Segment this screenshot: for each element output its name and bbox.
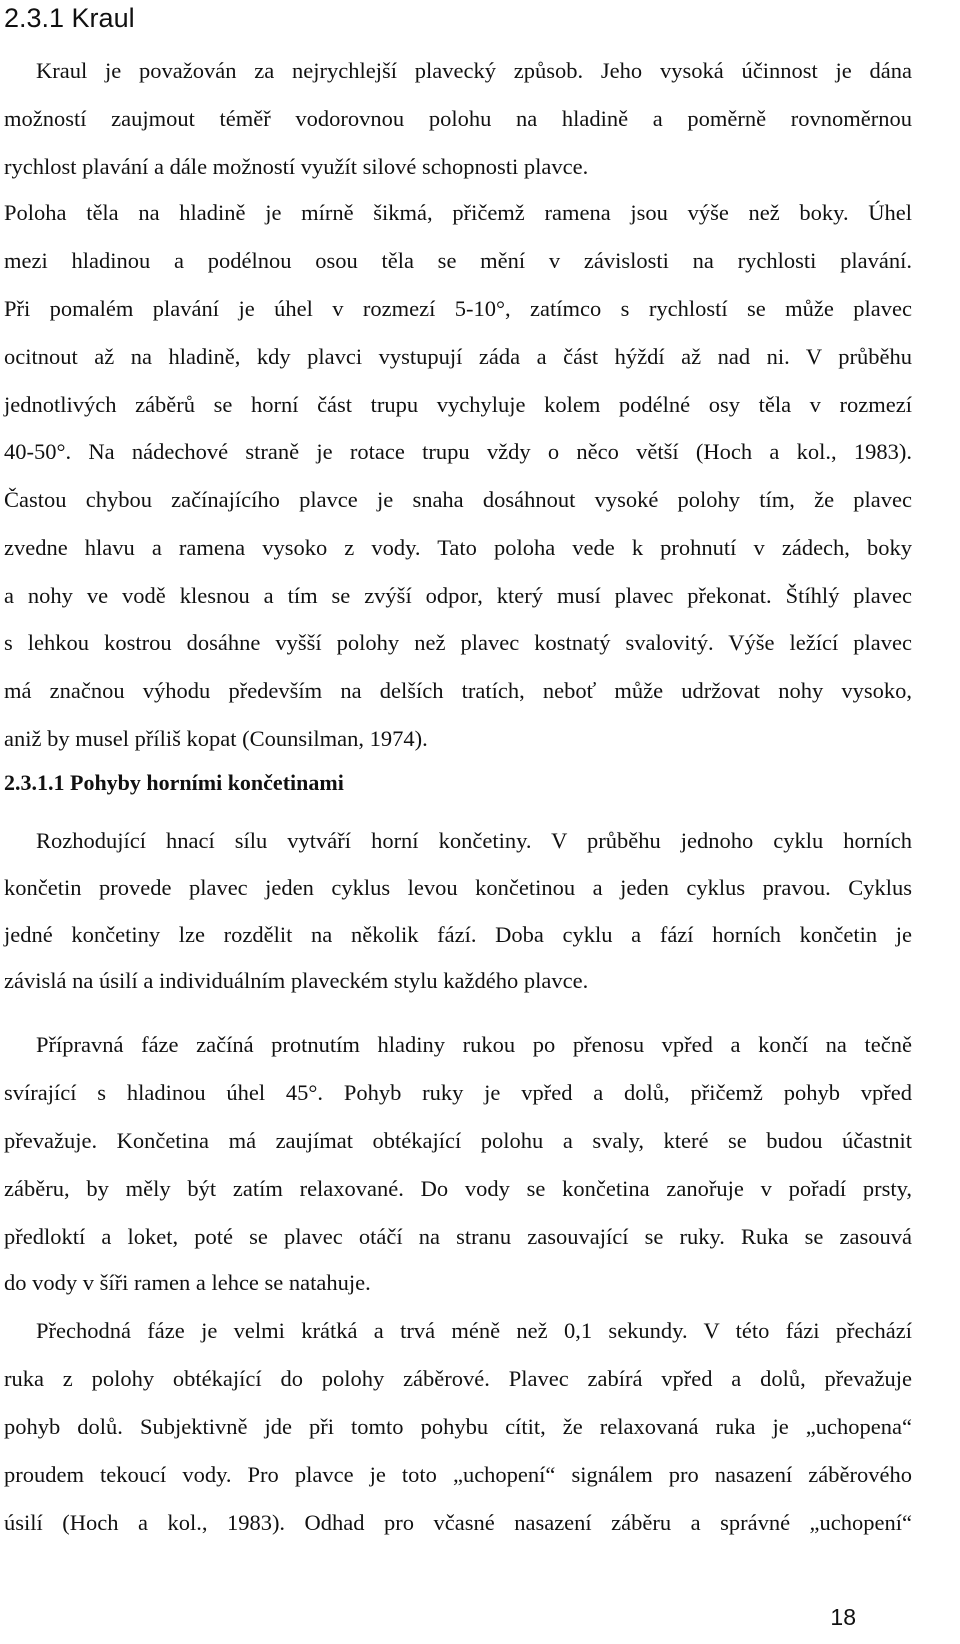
text-line: převažuje. Končetina má zaujímat obtékající polohu a svaly, které se budou účastnit bbox=[4, 1128, 912, 1153]
subsection-heading: 2.3.1.1 Pohyby horními končetinami bbox=[4, 770, 344, 795]
text-line: ruka z polohy obtékající do polohy záběrové. Plavec zabírá vpřed a dolů, převažuje bbox=[4, 1366, 912, 1391]
text-line: závislá na úsilí a individuálním plaveckém stylu každého plavce. bbox=[4, 968, 589, 993]
text-line: má značnou výhodu především na delších tratích, neboť může udržovat nohy vysoko, bbox=[4, 678, 912, 703]
text-line: zvedne hlavu a ramena vysoko z vody. Tato poloha vede k prohnutí v zádech, boky bbox=[4, 535, 912, 560]
text-line: Rozhodující hnací sílu vytváří horní končetiny. V průběhu jednoho cyklu horních bbox=[36, 828, 912, 853]
section-heading: 2.3.1 Kraul bbox=[4, 3, 135, 33]
text-line: Přípravná fáze začíná protnutím hladiny rukou po přenosu vpřed a končí na tečně bbox=[36, 1032, 912, 1057]
text-line: možností zaujmout téměř vodorovnou polohu na hladině a poměrně rovnoměrnou bbox=[4, 106, 912, 131]
text-line: rychlost plavání a dále možností využít silové schopnosti plavce. bbox=[4, 154, 589, 179]
text-line: Častou chybou začínajícího plavce je snaha dosáhnout vysoké polohy tím, že plavec bbox=[4, 487, 912, 512]
text-line: pohyb dolů. Subjektivně jde při tomto pohybu cítit, že relaxovaná ruka je „uchopena“ bbox=[4, 1414, 912, 1439]
text-line: předloktí a loket, poté se plavec otáčí na stranu zasouvající se ruky. Ruka se zasouvá bbox=[4, 1224, 912, 1249]
text-line: Poloha těla na hladině je mírně šikmá, přičemž ramena jsou výše než boky. Úhel bbox=[4, 200, 912, 225]
text-line: jedné končetiny lze rozdělit na několik fází. Doba cyklu a fází horních končetin je bbox=[4, 922, 912, 947]
text-line: ocitnout až na hladině, kdy plavci vystupují záda a část hýždí až nad ni. V průběhu bbox=[4, 344, 912, 369]
text-line: 40-50°. Na nádechové straně je rotace trupu vždy o něco větší (Hoch a kol., 1983). bbox=[4, 439, 912, 464]
text-line: aniž by musel příliš kopat (Counsilman, 1974). bbox=[4, 726, 428, 751]
text-line: jednotlivých záběrů se horní část trupu vychyluje kolem podélné osy těla v rozmezí bbox=[4, 392, 912, 417]
text-line: Při pomalém plavání je úhel v rozmezí 5-10°, zatímco s rychlostí se může plavec bbox=[4, 296, 912, 321]
text-line: záběru, by měly být zatím relaxované. Do vody se končetina zanořuje v pořadí prsty, bbox=[4, 1176, 912, 1201]
text-line: svírající s hladinou úhel 45°. Pohyb ruky je vpřed a dolů, přičemž pohyb vpřed bbox=[4, 1080, 912, 1105]
text-line: mezi hladinou a podélnou osou těla se mění v závislosti na rychlosti plavání. bbox=[4, 248, 912, 273]
text-line: do vody v šíři ramen a lehce se natahuje. bbox=[4, 1270, 371, 1295]
text-line: úsilí (Hoch a kol., 1983). Odhad pro včasné nasazení záběru a správné „uchopení“ bbox=[4, 1510, 912, 1535]
text-line: Přechodná fáze je velmi krátká a trvá méně než 0,1 sekundy. V této fázi přechází bbox=[36, 1318, 912, 1343]
page-number: 18 bbox=[830, 1604, 856, 1630]
text-line: a nohy ve vodě klesnou a tím se zvýší odpor, který musí plavec překonat. Štíhlý plavec bbox=[4, 583, 912, 608]
text-line: proudem tekoucí vody. Pro plavce je toto „uchopení“ signálem pro nasazení záběrového bbox=[4, 1462, 912, 1487]
text-line: Kraul je považován za nejrychlejší plavecký způsob. Jeho vysoká účinnost je dána bbox=[36, 58, 912, 83]
text-line: s lehkou kostrou dosáhne vyšší polohy než plavec kostnatý svalovitý. Výše ležící plavec bbox=[4, 630, 912, 655]
text-line: končetin provede plavec jeden cyklus levou končetinou a jeden cyklus pravou. Cyklus bbox=[4, 875, 912, 900]
